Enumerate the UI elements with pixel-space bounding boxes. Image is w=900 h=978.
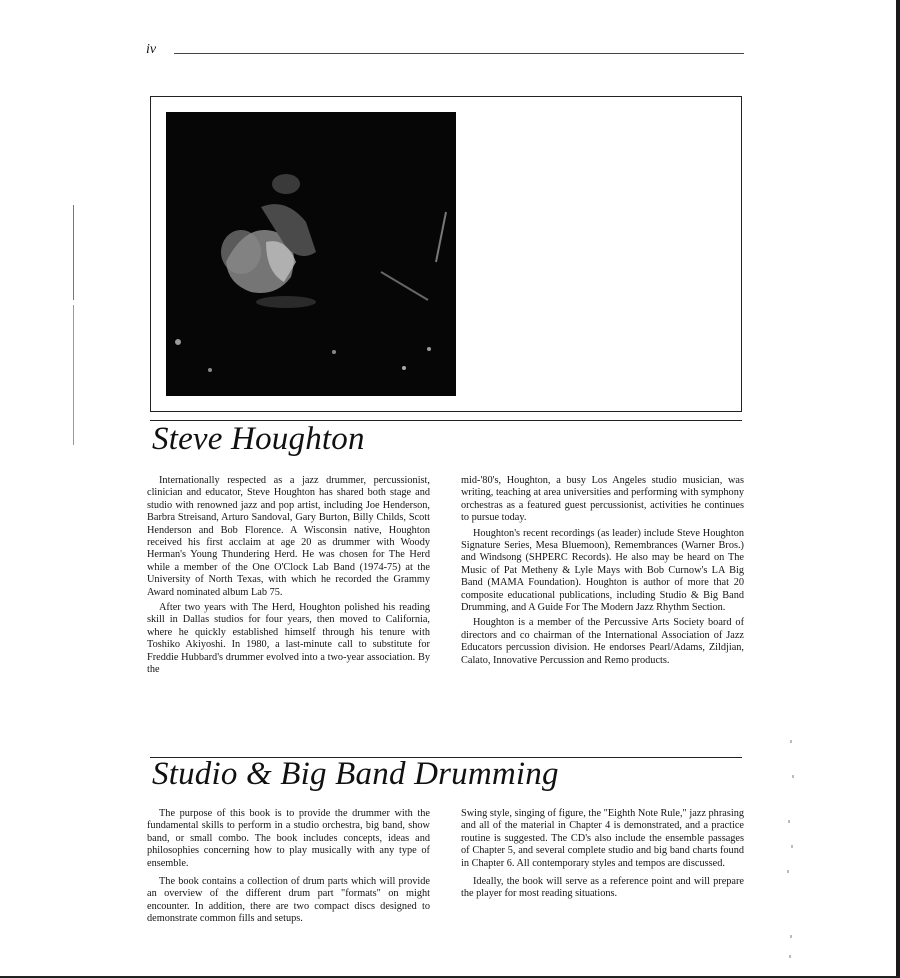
bio-column-left	[147, 475, 430, 680]
photo-speck	[208, 368, 212, 372]
bio-paragraph: Internationally respected as a jazz drummer, percussionist, clinician and educator, Steve Houghton has shared both stage and studio with renowned jazz and pop artist, including Joe Henderson, Barbra Streisand, Arturo Sandoval, Gary Burton, Billy Childs, Scott Henderson and Bob Florence. A Wisconsin native, Houghton received his first acclaim at age 20 as drummer with Woody Herman's Young Thundering Herd. He was chosen for The Herd while a member of the One O'Clock Lab Band (1974-75) at the University of North Texas, with which he recorded the Grammy Award nominated album Lab 75.	[147, 475, 430, 598]
photo-speck	[332, 350, 336, 354]
intro-paragraph: Swing style, singing of figure, the "Eighth Note Rule," jazz phrasing and all of the material in Chapter 4 is demonstrated, and a practice routine is suggested. The CD's also include the ensemble passages of Chapter 5, and several complete studio and big band charts found in Chapter 6. All contemporary styles and tempos are discussed.	[461, 808, 744, 869]
bio-paragraph: Houghton is a member of the Percussive Arts Society board of directors and co chairman of the International Association of Jazz Educators percussion division. He endorses Pearl/Adams, Zildjian, Calato, Innovative Percussion and Remo products.	[461, 617, 744, 666]
intro-paragraph: Ideally, the book will serve as a reference point and will prepare the player for most reading situations.	[461, 876, 744, 900]
scan-edge-right	[896, 0, 900, 978]
scan-mark	[73, 305, 74, 445]
bio-column-right	[461, 475, 744, 670]
intro-paragraph: The book contains a collection of drum parts which will provide an overview of the different drum part "formats" on might encounter. In addition, there are two compact discs designed to demonstrate common fills and setups.	[147, 876, 430, 925]
drummer-photo-image	[166, 112, 456, 396]
intro-paragraph: The purpose of this book is to provide the drummer with the fundamental skills to perform in a studio orchestra, big band, show band, or small combo. The book includes concepts, ideas and philosophies concerning how to play musically with any type of ensemble.	[147, 808, 430, 869]
bio-paragraph: mid-'80's, Houghton, a busy Los Angeles studio musician, was writing, teaching at area universities and performing with symphony orchestras as a featured guest percussionist, activities he continues to pursue today.	[461, 475, 744, 524]
photo-highlight	[272, 174, 300, 194]
intro-column-left	[147, 808, 430, 932]
photo-speck	[402, 366, 406, 370]
drummer-photo	[166, 112, 456, 396]
intro-title: Studio & Big Band Drumming	[152, 756, 559, 792]
bio-title: Steve Houghton	[152, 421, 365, 457]
header-rule	[174, 53, 744, 54]
photo-speck	[427, 347, 431, 351]
photo-speck	[175, 339, 181, 345]
scan-mark	[73, 205, 74, 300]
bio-paragraph: After two years with The Herd, Houghton polished his reading skill in Dallas studios for four years, then moved to California, where he quickly established himself through his tenure with Toshiko Akiyoshi. In 1980, a last-minute call to substitute for Freddie Hubbard's drummer evolved into a two-year association. By the	[147, 602, 430, 676]
bio-paragraph: Houghton's recent recordings (as leader) include Steve Houghton Signature Series, Mesa Bluemoon), Remembrances (Warner Bros.) and Windsong (SHPERC Records). He also may be heard on The Music of Pat Metheny & Lyle Mays with Bob Curnow's LA Big Band (MAMA Foundation). Houghton is author of more that 20 composite educational publications, including Studio & Big Band Drumming, and A Guide For The Modern Jazz Rhythm Section.	[461, 527, 744, 614]
page-number: iv	[146, 42, 157, 57]
intro-column-right	[461, 808, 744, 907]
photo-highlight	[256, 296, 316, 308]
